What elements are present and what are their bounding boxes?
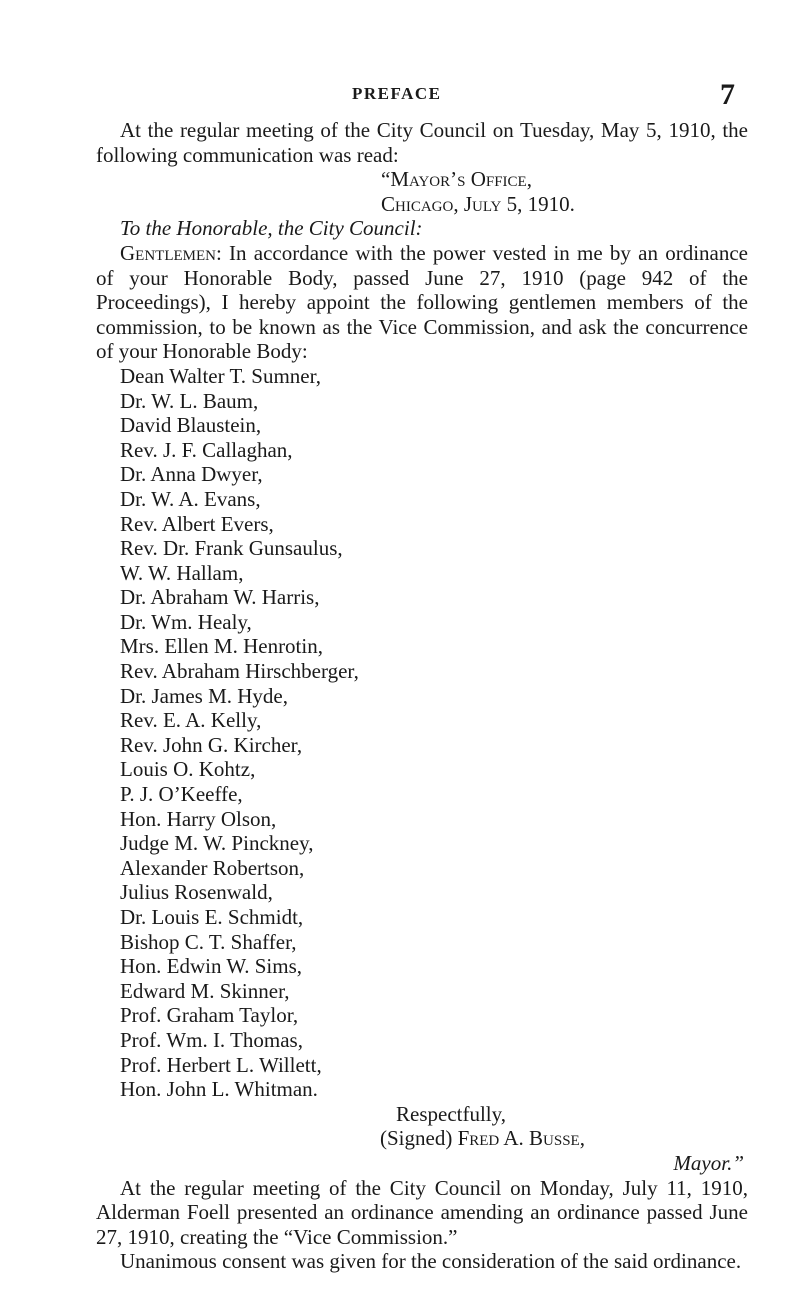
list-item: Edward M. Skinner, [120, 978, 290, 1003]
list-item: Hon. Harry Olson, [120, 806, 277, 831]
list-item: Alexander Robertson, [120, 855, 305, 880]
list-item: Dr. W. L. Baum, [120, 388, 259, 413]
running-head: PREFACE [352, 84, 442, 103]
letter-closing: Respectfully, [396, 1101, 507, 1126]
list-item: Rev. E. A. Kelly, [120, 708, 262, 733]
list-item: Dr. James M. Hyde, [120, 683, 288, 708]
list-item: Prof. Wm. I. Thomas, [120, 1027, 303, 1052]
list-item: Rev. John G. Kircher, [120, 732, 303, 757]
commission-member-list [96, 364, 748, 1102]
list-item: Dr. Wm. Healy, [120, 609, 252, 634]
list-item: Mrs. Ellen M. Henrotin, [120, 634, 323, 659]
consent-paragraph: Unanimous consent was given for the consideration of the said ordinance. [120, 1249, 742, 1274]
minutes-paragraph: At the regular meeting of the City Council on Monday, July 11, 1910, Alderman Foell presented an ordinance amending an ordinance passed June 27, 1910, creating the “Vice Commission.” [96, 1175, 748, 1249]
page-number: 7 [720, 78, 735, 111]
signed-prefix: (Signed) [380, 1126, 458, 1151]
list-item: David Blaustein, [120, 413, 262, 438]
intro-paragraph: At the regular meeting of the City Council on Tuesday, May 5, 1910, the following communication was read: [96, 118, 748, 167]
page-header [0, 78, 800, 111]
list-item: Judge M. W. Pinckney, [120, 831, 314, 856]
list-item: Rev. J. F. Callaghan, [120, 437, 293, 462]
list-item: Prof. Graham Taylor, [120, 1003, 299, 1028]
letter-heading [96, 167, 748, 216]
letter-salutation: To the Honorable, the City Council: [120, 216, 423, 241]
list-item: Louis O. Kohtz, [120, 757, 256, 782]
list-item: W. W. Hallam, [120, 560, 244, 585]
list-item: Dr. Louis E. Schmidt, [120, 905, 304, 929]
list-item: P. J. O’Keeffe, [120, 782, 243, 807]
list-item: Dr. Abraham W. Harris, [120, 585, 320, 610]
office-line: “Mayor’s Office, [381, 167, 532, 192]
letter-greeting: Gentlemen [120, 240, 216, 265]
list-item: Dean Walter T. Sumner, [120, 363, 321, 388]
list-item: Rev. Abraham Hirschberger, [120, 659, 359, 684]
list-item: Hon. John L. Whitman. [120, 1077, 318, 1102]
letter-body [96, 241, 748, 364]
letter-body-text: : In accordance with the power vested in me by an ordinance of your Honorable Body, passed June 27, 1910 (page 942 of the Proceedings), I hereby appoint the following gentlemen members of the commission, to be known as the Vice Commission, and ask the concurrence of your Honorable Body: [96, 240, 748, 364]
page-body [96, 118, 748, 1274]
signature-line [96, 1126, 748, 1151]
list-item: Bishop C. T. Shaffer, [120, 929, 297, 954]
place-date-line: Chicago, July 5, 1910. [381, 191, 575, 216]
list-item: Dr. W. A. Evans, [120, 486, 261, 511]
list-item: Julius Rosenwald, [120, 880, 273, 905]
list-item: Hon. Edwin W. Sims, [120, 954, 303, 979]
list-item: Prof. Herbert L. Willett, [120, 1052, 322, 1077]
list-item: Dr. Anna Dwyer, [120, 462, 263, 487]
signer-title: Mayor.” [673, 1150, 744, 1175]
list-item: Rev. Albert Evers, [120, 511, 274, 536]
list-item: Rev. Dr. Frank Gunsaulus, [120, 536, 343, 561]
signer-name: Fred A. Busse, [457, 1126, 585, 1151]
